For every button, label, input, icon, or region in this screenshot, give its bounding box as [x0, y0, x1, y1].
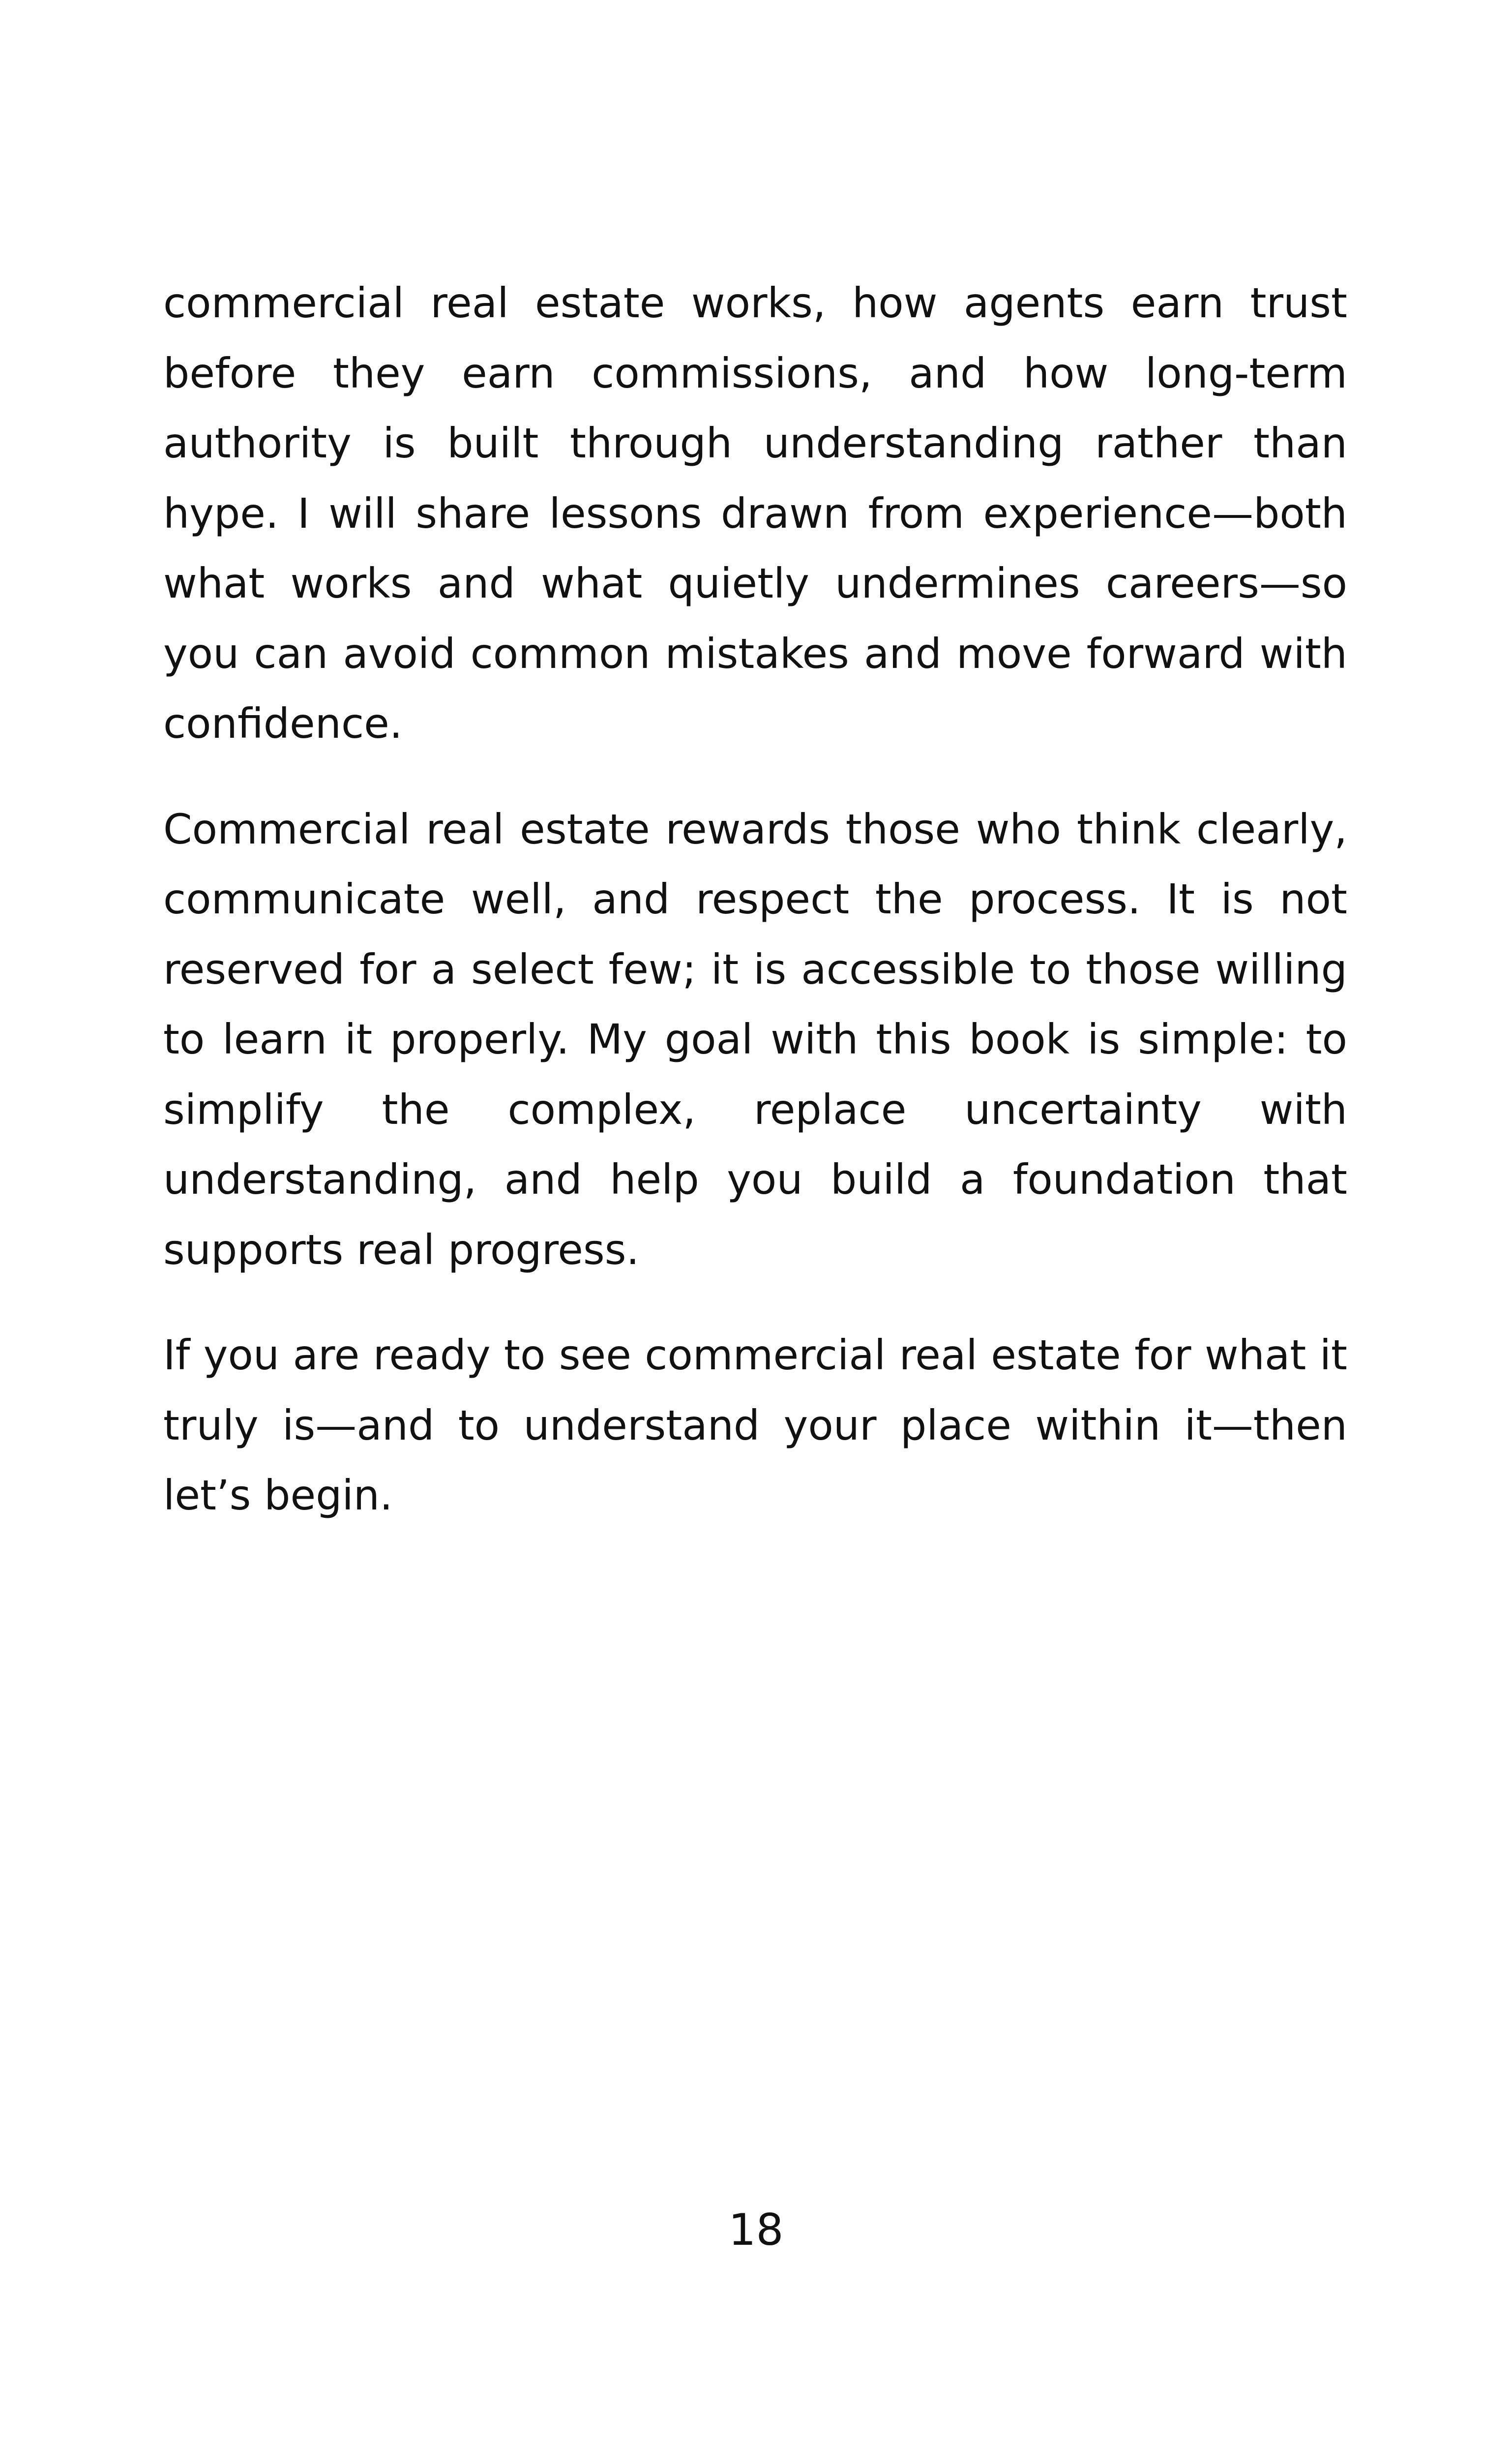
paragraph-1: commercial real estate works, how agents earn trust before they earn commissions, and how long-term authority is built through understanding rather than hype. I will share lessons drawn from experience—both what works and what quietly undermines careers—so you can avoid common mistakes and move forward with confidence. [163, 279, 1347, 748]
paragraph-2: Commercial real estate rewards those who think clearly, communicate well, and respect the process. It is not reserved for a select few; it is accessible to those willing to learn it properly. My goal with this book is simple: to simplify the complex, replace uncertainty with understanding, and help you build a foundation that supports real progress. [163, 805, 1347, 1274]
body-text [163, 268, 1347, 1566]
paragraph-3: If you are ready to see commercial real estate for what it truly is—and to understand your place within it—then let’s begin. [163, 1331, 1347, 1519]
page-number: 18 [728, 2204, 784, 2255]
